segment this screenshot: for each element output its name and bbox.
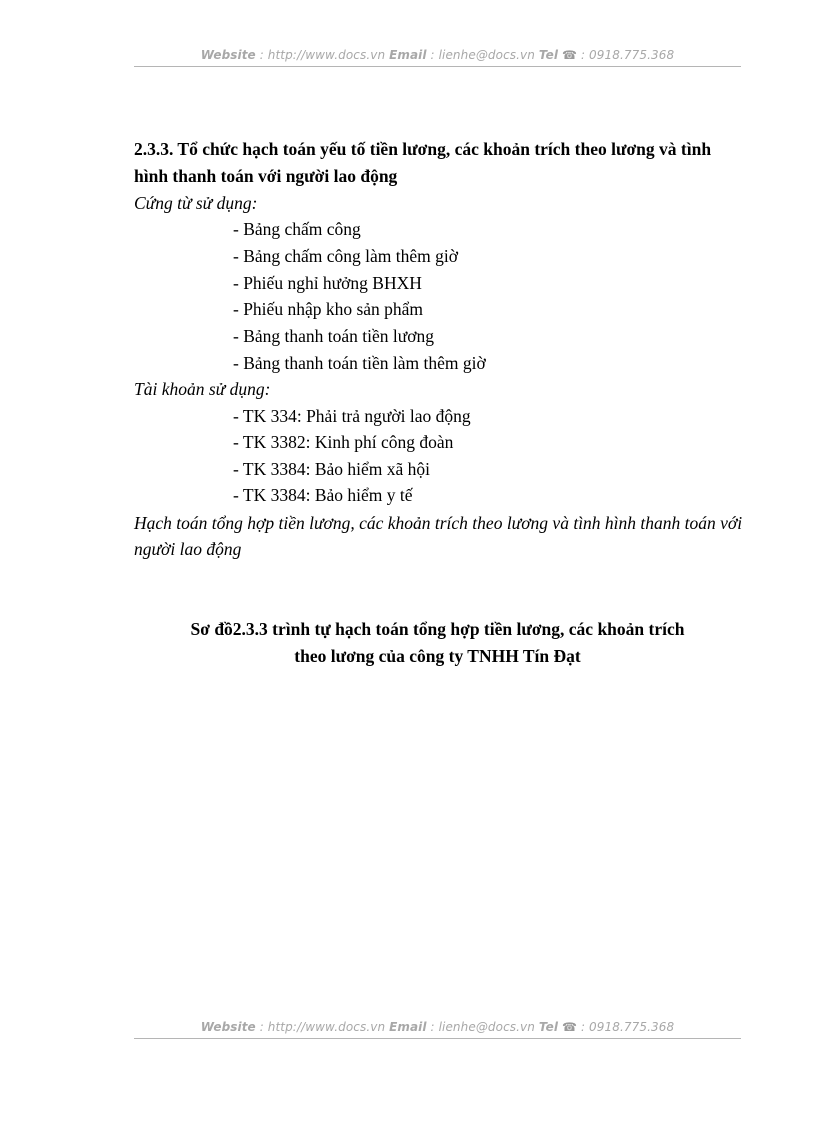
account-item: - TK 334: Phải trả người lao động (233, 406, 471, 426)
footer-tel-value: : 0918.775.368 (577, 1020, 675, 1034)
section-heading: 2.3.3. Tổ chức hạch toán yếu tố tiền lương, các khoản trích theo lương và tình hình thanh toán với người lao động (134, 139, 712, 186)
document-item: - Phiếu nhập kho sản phẩm (233, 299, 424, 319)
summary-paragraph: Hạch toán tổng hợp tiền lương, các khoản trích theo lương và tình hình thanh toán với người lao động (134, 513, 743, 559)
page-footer (134, 1020, 741, 1034)
header-website-link[interactable]: : http://www.docs.vn (255, 48, 390, 62)
footer-email-label: Email (389, 1020, 427, 1034)
phone-icon: ☎ (562, 48, 578, 62)
footer-email-link[interactable]: : lienhe@docs.vn (426, 1020, 539, 1034)
phone-icon: ☎ (562, 1020, 578, 1034)
documents-label: Cứng từ sử dụng: (134, 193, 258, 213)
diagram-title-line2: theo lương của công ty TNHH Tín Đạt (294, 646, 581, 666)
header-tel-label: Tel (538, 48, 559, 62)
account-item: - TK 3382: Kinh phí công đoàn (233, 432, 454, 452)
footer-divider (134, 1038, 741, 1039)
header-tel-value: : 0918.775.368 (577, 48, 675, 62)
account-item: - TK 3384: Bảo hiểm y tế (233, 485, 413, 505)
page-header (134, 48, 741, 62)
document-item: - Phiếu nghỉ hưởng BHXH (233, 273, 422, 293)
header-email-link[interactable]: : lienhe@docs.vn (426, 48, 539, 62)
header-divider (134, 66, 741, 67)
diagram-title-line1: Sơ đồ2.3.3 trình tự hạch toán tổng hợp tiền lương, các khoản trích (190, 619, 685, 639)
header-email-label: Email (389, 48, 427, 62)
document-item: - Bảng chấm công làm thêm giờ (233, 246, 459, 266)
document-item: - Bảng thanh toán tiền làm thêm giờ (233, 353, 486, 373)
document-item: - Bảng chấm công (233, 219, 361, 239)
document-item: - Bảng thanh toán tiền lương (233, 326, 434, 346)
footer-website-label: Website (200, 1020, 256, 1034)
header-website-label: Website (200, 48, 256, 62)
footer-tel-label: Tel (538, 1020, 559, 1034)
accounts-label: Tài khoản sử dụng: (134, 379, 271, 399)
diagram-title (134, 616, 741, 670)
footer-website-link[interactable]: : http://www.docs.vn (255, 1020, 390, 1034)
account-item: - TK 3384: Bảo hiểm xã hội (233, 459, 431, 479)
